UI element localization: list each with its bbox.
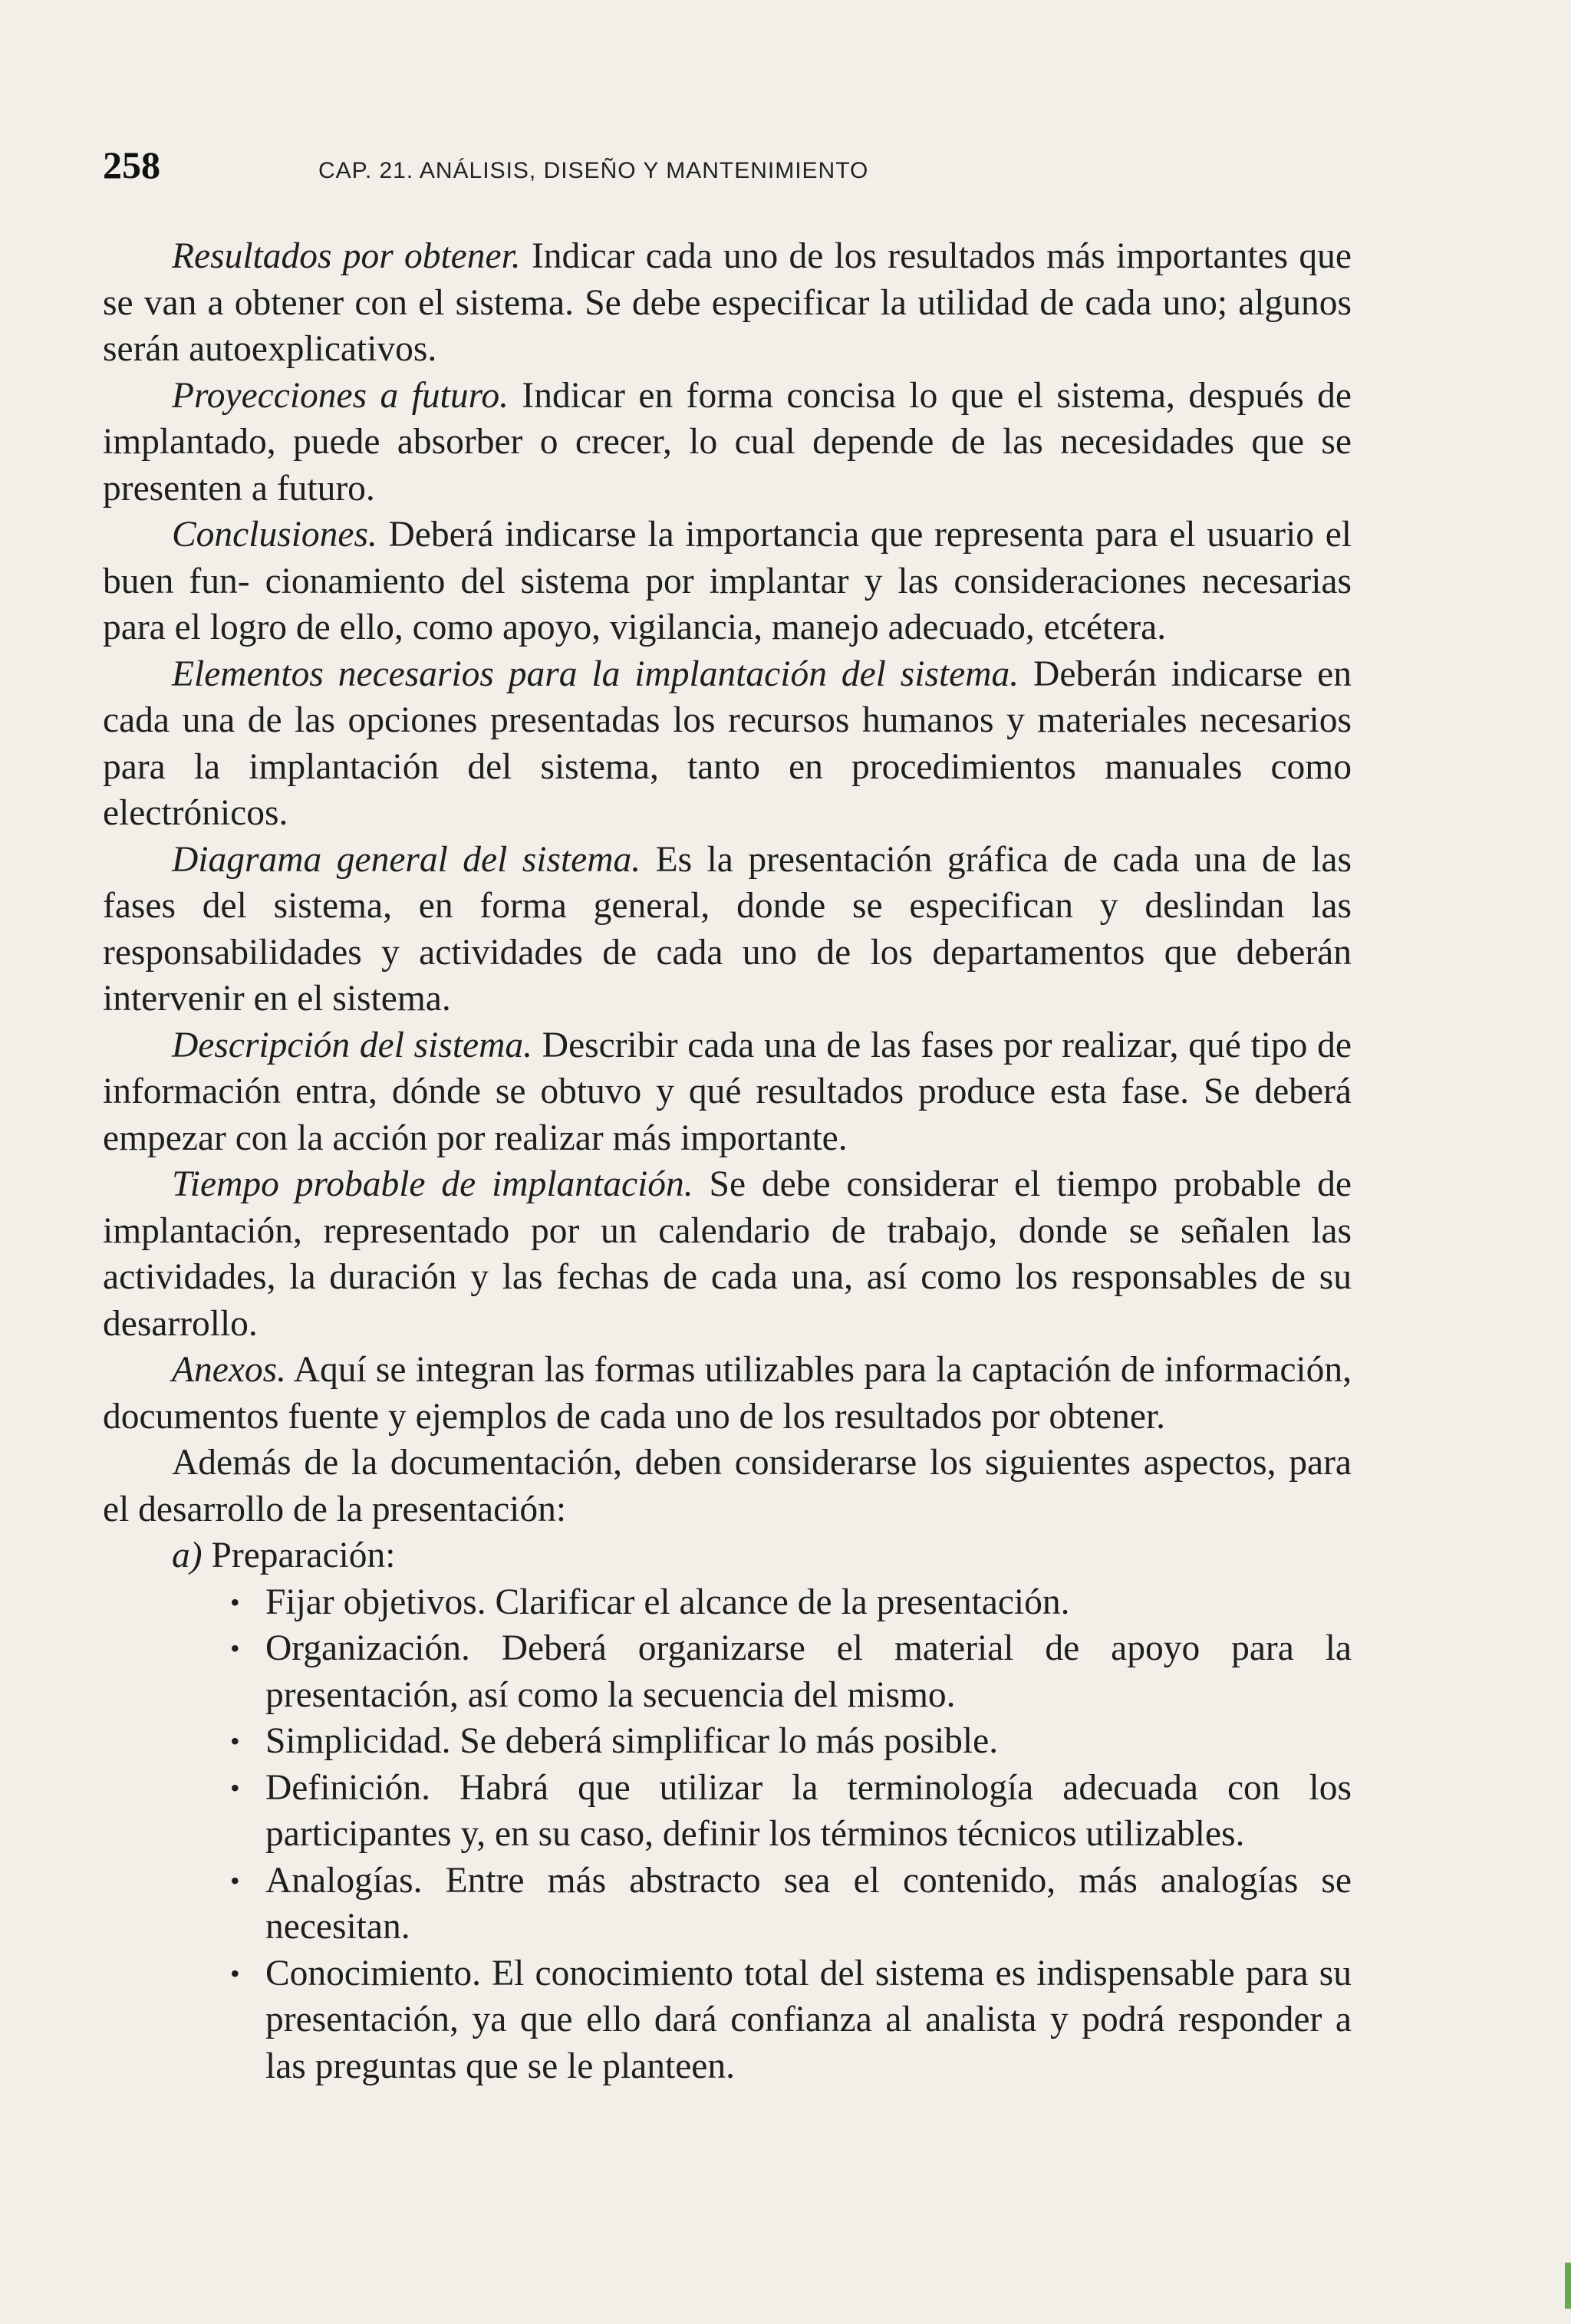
list-item-text: Definición. Habrá que utilizar la terminología adecuada con los participantes y, en su caso, definir los términos técnicos utilizables. — [265, 1767, 1352, 1854]
paragraph-text: Describir cada una de las fases por realizar, qué tipo de información entra, dónde se obtuvo y qué resultados produce esta fase. Se deberá empezar con la acción por realizar más importante. — [103, 1025, 1352, 1158]
page-number: 258 — [103, 143, 160, 186]
list-item-text: Analogías. Entre más abstracto sea el contenido, más analogías se necesitan. — [265, 1860, 1352, 1947]
paragraph-text: Deberán indicarse en cada una de las opciones presentadas los recursos humanos y materiales necesarios para la implantación del sistema, tanto en procedimientos manuales como electrónicos. — [103, 653, 1352, 833]
paragraph — [103, 1440, 1352, 1532]
paragraph-text: Indicar cada uno de los resultados más importantes que se van a obtener con el sistema. Se debe especificar la utilidad de cada uno; algunos serán autoexplicativos. — [103, 236, 1352, 369]
list-letter: a) — [172, 1536, 203, 1575]
list-item — [230, 1718, 1352, 1765]
paragraph-term: Proyecciones a futuro. — [172, 375, 509, 416]
paragraph — [103, 1347, 1352, 1440]
paragraph-term: Tiempo probable de implantación. — [172, 1164, 693, 1204]
list-item — [230, 1579, 1352, 1626]
paragraph-term: Descripción del sistema. — [172, 1025, 533, 1065]
paragraph-text: Es la presentación gráfica de cada una de las fases del sistema, en forma general, donde se especifican y deslindan las responsabilidades y actividades de cada uno de los departamentos que deberán intervenir en el sistema. — [103, 839, 1352, 1019]
list-item — [230, 1858, 1352, 1950]
paragraph — [103, 233, 1352, 373]
paragraph — [103, 651, 1352, 837]
running-head: CAP. 21. ANÁLISIS, DISEÑO Y MANTENIMIENTO — [318, 158, 869, 183]
bullet-icon: • — [230, 1586, 240, 1618]
paragraph-text: Se debe considerar el tiempo probable de implantación, representado por un calendario de trabajo, donde se señalen las actividades, la duración y las fechas de cada una, así como los responsables de su desarrollo. — [103, 1164, 1352, 1344]
paragraph-text: Indicar en forma concisa lo que el sistema, después de implantado, puede absorber o crecer, lo cual depende de las necesidades que se presenten a futuro. — [103, 375, 1352, 509]
bullet-icon: • — [230, 1772, 240, 1803]
paragraph — [103, 837, 1352, 1022]
paragraph — [103, 1161, 1352, 1347]
list-item-text: Conocimiento. El conocimiento total del sistema es indispensable para su presentación, ya que ello dará confianza al analista y podrá responder a las preguntas que se le planteen. — [265, 1953, 1352, 2086]
bullet-icon: • — [230, 1865, 240, 1896]
list-item — [230, 1765, 1352, 1858]
list-item — [230, 1950, 1352, 2090]
list-item-text: Simplicidad. Se deberá simplificar lo más posible. — [265, 1721, 999, 1761]
paragraph-text: Aquí se integran las formas utilizables para la captación de información, documentos fuente y ejemplos de cada uno de los resultados por obtener. — [103, 1350, 1352, 1437]
list-label-text: Preparación: — [202, 1536, 396, 1575]
list-item-text: Fijar objetivos. Clarificar el alcance de la presentación. — [265, 1582, 1070, 1622]
bullet-list — [103, 1579, 1352, 2090]
paragraph-text: Deberá indicarse la importancia que representa para el usuario el buen fun- cionamiento del sistema por implantar y las consideraciones necesarias para el logro de ello, como apoyo, vigilancia, manejo adecuado, etcétera. — [103, 515, 1352, 647]
paragraph-text: Además de la documentación, deben considerarse los siguientes aspectos, para el desarrollo de la presentación: — [103, 1443, 1352, 1529]
paragraph — [103, 373, 1352, 512]
bullet-icon: • — [230, 1957, 240, 1989]
list-label — [103, 1532, 1352, 1579]
bullet-icon: • — [230, 1633, 240, 1664]
page-body — [103, 233, 1352, 2089]
paragraph-term: Conclusiones. — [172, 515, 377, 555]
paragraph-term: Elementos necesarios para la implantación del sistema. — [172, 653, 1019, 694]
bullet-icon: • — [230, 1726, 240, 1756]
paragraph-term: Diagrama general del sistema. — [172, 839, 641, 880]
list-item-text: Organización. Deberá organizarse el material de apoyo para la presentación, así como la secuencia del mismo. — [265, 1628, 1352, 1715]
list-item — [230, 1625, 1352, 1718]
paragraph-term: Anexos. — [172, 1350, 287, 1390]
edge-mark — [1565, 2263, 1571, 2309]
paragraph-term: Resultados por obtener. — [172, 236, 521, 276]
paragraph — [103, 1022, 1352, 1162]
paragraph — [103, 512, 1352, 651]
page-header — [103, 143, 868, 187]
